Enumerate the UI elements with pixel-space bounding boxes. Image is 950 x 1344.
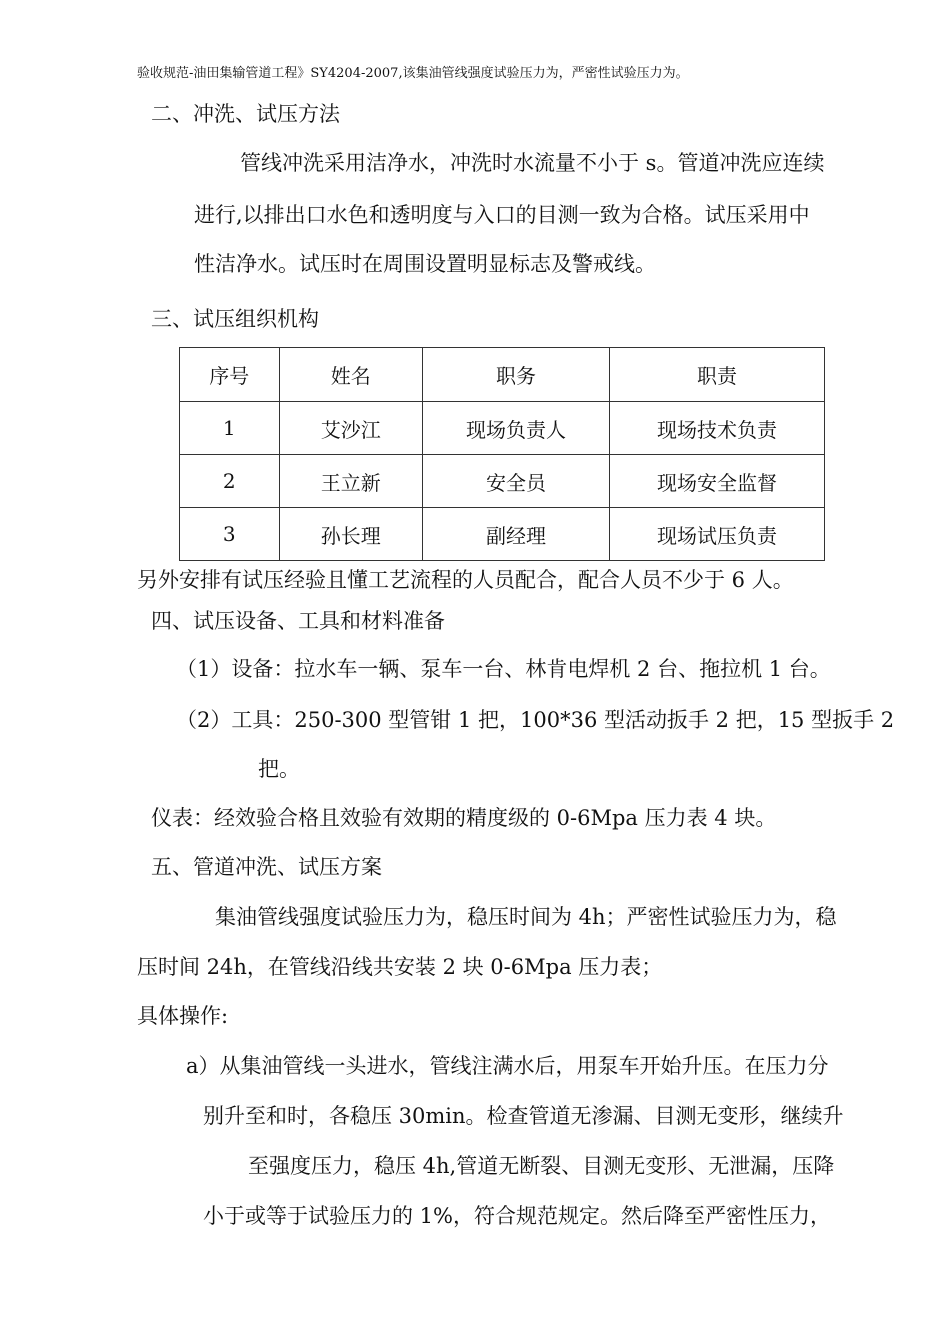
table-cell: 现场技术负责 xyxy=(610,402,825,455)
table-cell: 现场负责人 xyxy=(422,402,609,455)
section-3-title: 三、试压组织机构 xyxy=(151,307,319,331)
section-5-paragraph-line-2: 压时间 24h，在管线沿线共安装 2 块 0-6Mpa 压力表； xyxy=(137,955,663,979)
header-note: 验收规范-油田集输管道工程》SY4204-2007,该集油管线强度试验压力为，严密性试验压力为。 xyxy=(137,66,689,81)
table-row xyxy=(180,508,825,561)
organization-table xyxy=(179,347,825,561)
equipment-item: （1）设备：拉水车一辆、泵车一台、林肯电焊机 2 台、拖拉机 1 台。 xyxy=(176,657,831,681)
section-4-title: 四、试压设备、工具和材料准备 xyxy=(151,609,445,633)
table-cell: 副经理 xyxy=(422,508,609,561)
tools-item-line-2: 把。 xyxy=(258,757,300,781)
table-cell: 1 xyxy=(180,402,280,455)
table-cell: 现场试压负责 xyxy=(610,508,825,561)
operation-a-line-3: 至强度压力，稳压 4h,管道无断裂、目测无变形、无泄漏，压降 xyxy=(248,1154,835,1178)
section-5-title: 五、管道冲洗、试压方案 xyxy=(151,855,382,879)
operation-a-line-1: a）从集油管线一头进水，管线注满水后，用泵车开始升压。在压力分 xyxy=(186,1054,829,1078)
table-cell: 王立新 xyxy=(279,455,422,508)
tools-item-line-1: （2）工具：250-300 型管钳 1 把，100*36 型活动扳手 2 把，15 型扳手 2 xyxy=(176,708,895,732)
operations-title: 具体操作: xyxy=(137,1004,229,1028)
section-2-paragraph-line-1: 管线冲洗采用洁净水，冲洗时水流量不小于 s。管道冲洗应连续 xyxy=(240,151,825,175)
section-2-paragraph-line-2: 进行,以排出口水色和透明度与入口的目测一致为合格。试压采用中 xyxy=(194,203,810,227)
section-2-paragraph-line-3: 性洁净水。试压时在周围设置明显标志及警戒线。 xyxy=(194,252,656,276)
table-cell: 3 xyxy=(180,508,280,561)
table-row xyxy=(180,455,825,508)
table-header-cell: 职务 xyxy=(422,348,609,402)
table-header-row xyxy=(180,348,825,402)
instrument-item: 仪表：经效验合格且效验有效期的精度级的 0-6Mpa 压力表 4 块。 xyxy=(151,806,777,830)
table-row xyxy=(180,402,825,455)
table-cell: 艾沙江 xyxy=(279,402,422,455)
table-cell: 现场安全监督 xyxy=(610,455,825,508)
table-header-cell: 姓名 xyxy=(279,348,422,402)
section-5-paragraph-line-1: 集油管线强度试验压力为，稳压时间为 4h；严密性试验压力为，稳 xyxy=(215,905,837,929)
section-2-title: 二、冲洗、试压方法 xyxy=(151,102,340,126)
table-cell: 安全员 xyxy=(422,455,609,508)
section-3-note: 另外安排有试压经验且懂工艺流程的人员配合，配合人员不少于 6 人。 xyxy=(137,568,794,592)
table-cell: 孙长理 xyxy=(279,508,422,561)
operation-a-line-4: 小于或等于试验压力的 1%，符合规范规定。然后降至严密性压力， xyxy=(203,1204,831,1228)
table-header-cell: 序号 xyxy=(180,348,280,402)
table-cell: 2 xyxy=(180,455,280,508)
table-header-cell: 职责 xyxy=(610,348,825,402)
operation-a-line-2: 别升至和时，各稳压 30min。检查管道无渗漏、目测无变形，继续升 xyxy=(203,1104,844,1128)
